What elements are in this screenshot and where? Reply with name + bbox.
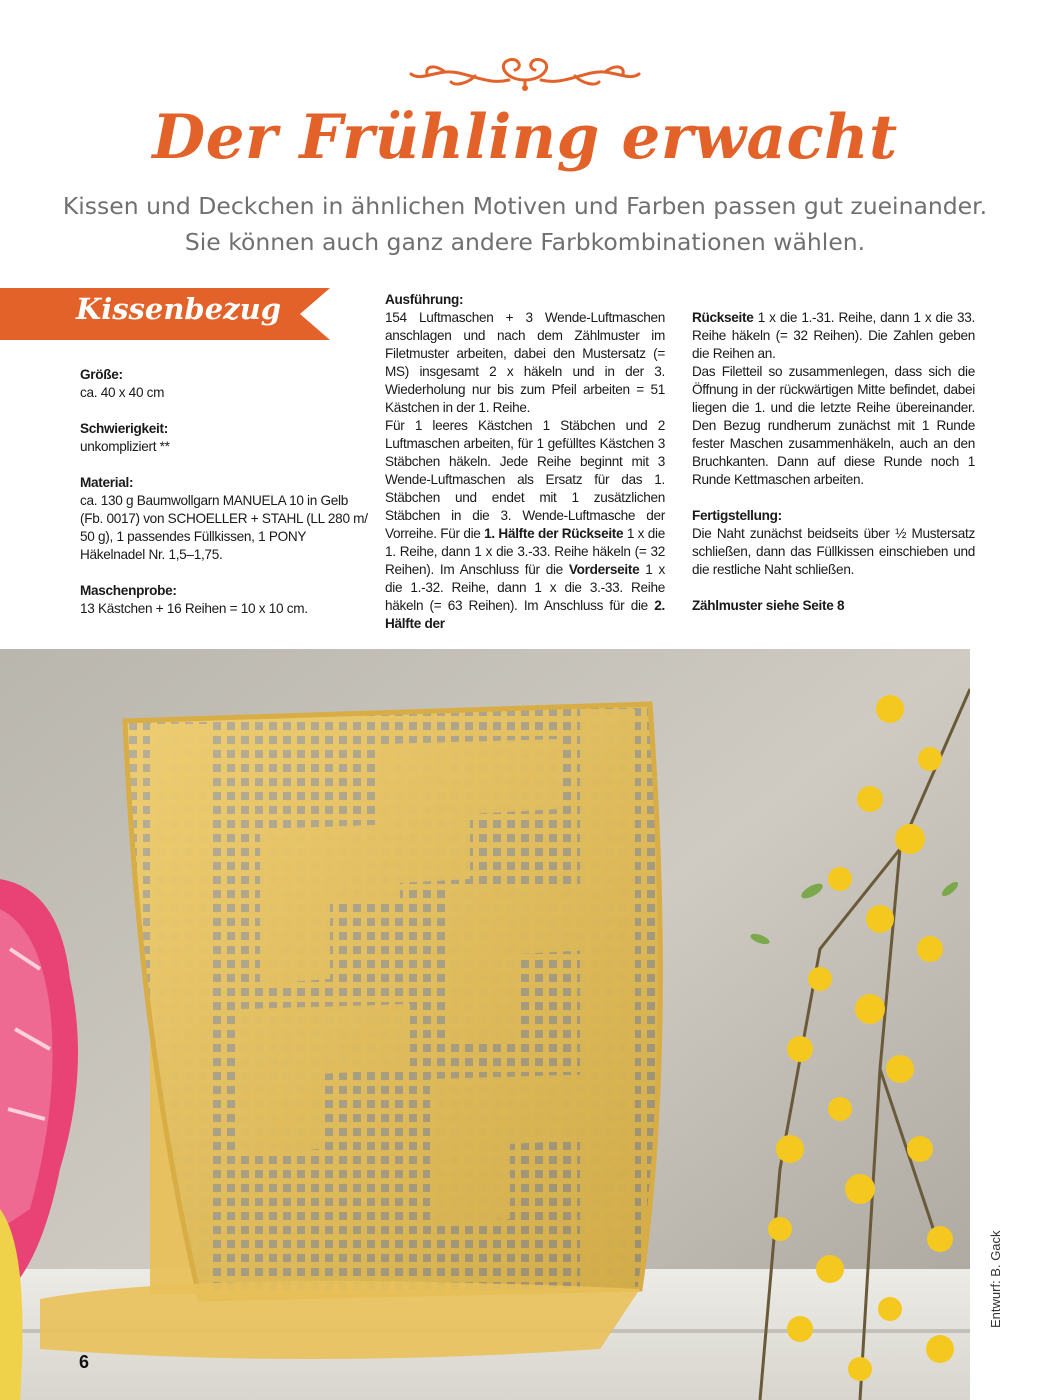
column-assembly	[692, 309, 975, 615]
instructions-paragraph-1: 154 Luftmaschen + 3 Wende-Luftmaschen anschlagen und nach dem Zählmuster im Filetmuster arbeiten, dabei den Mustersatz (= MS) insgesamt 2 x häkeln und in der 3. Wiederholung nur bis zum Pfeil arbeiten = 51 Kästchen in der 1. Reihe.	[385, 310, 665, 415]
size-text: ca. 40 x 40 cm	[80, 385, 165, 400]
finish-heading: Fertigstellung:	[692, 508, 782, 523]
scroll-ornament-icon	[405, 50, 645, 94]
material-text: ca. 130 g Baumwollgarn MANUELA 10 in Gelb (Fb. 0017) von SCHOELLER + STAHL (LL 280 m/ 50 g), 1 passendes Füllkissen, 1 PONY Häkelnadel Nr. 1,5–1,75.	[80, 493, 368, 562]
column-materials	[80, 366, 370, 618]
instructions-paragraph-2: Für 1 leeres Kästchen 1 Stäbchen und 2 Luftmaschen arbeiten, für 1 gefülltes Kästchen 3 Stäbchen häkeln. Jede Reihe beginnt mit 3 Wende-Luftmaschen als Ersatz für das 1. Stäbchen und endet mit 1 zusätzlichen Stäbchen in die 3. Wende-Luftmasche der Vorreihe. Für die 1. Hälfte der Rückseite 1 x die 1. Reihe, dann 1 x die 3.-33. Reihe häkeln (= 32 Reihen). Im Anschluss für die Vorderseite 1 x die 1.-32. Reihe, dann 1 x die 3.-33. Reihe häkeln (= 63 Reihen). Im Anschluss für die 2. Hälfte der	[385, 418, 666, 631]
chart-reference: Zählmuster siehe Seite 8	[692, 598, 845, 613]
pillow-photo	[0, 649, 970, 1400]
design-credit: Entwurf: B. Gack	[988, 1230, 1003, 1328]
gauge-text: 13 Kästchen + 16 Reihen = 10 x 10 cm.	[80, 601, 308, 616]
page-number: 6	[79, 1352, 90, 1372]
size-heading: Größe:	[80, 367, 123, 382]
finish-text: Die Naht zunächst beidseits über ½ Mustersatz schließen, dann das Füllkissen einschieben und die restliche Naht schließen.	[692, 526, 975, 577]
material-heading: Material:	[80, 475, 134, 490]
difficulty-text: unkompliziert **	[80, 439, 170, 454]
column-instructions	[385, 291, 665, 633]
instructions-heading: Ausführung:	[385, 292, 464, 307]
page-title: Der Frühling erwacht	[152, 102, 898, 173]
section-label: Kissenbezug	[76, 292, 281, 326]
gauge-heading: Maschenprobe:	[80, 583, 177, 598]
assembly-paragraph-1: Rückseite 1 x die 1.-31. Reihe, dann 1 x die 33. Reihe häkeln (= 32 Reihen). Die Zahlen geben die Reihen an.	[692, 310, 975, 361]
section-banner	[0, 286, 332, 342]
assembly-paragraph-2: Das Filetteil so zusammenlegen, dass sich die Öffnung in der rückwärtigen Mitte befindet, dabei liegen die 1. und die letzte Reihe übereinander. Den Bezug rundherum zunächst mit 1 Runde fester Maschen zusammenhäkeln, auch an den Bruchkanten. Dann auf diese Runde noch 1 Runde Kettmaschen arbeiten.	[692, 364, 975, 487]
difficulty-heading: Schwierigkeit:	[80, 421, 168, 436]
page-subtitle: Kissen und Deckchen in ähnlichen Motiven und Farben passen gut zueinander. Sie können auch ganz andere Farbkombinationen wählen.	[62, 192, 988, 256]
